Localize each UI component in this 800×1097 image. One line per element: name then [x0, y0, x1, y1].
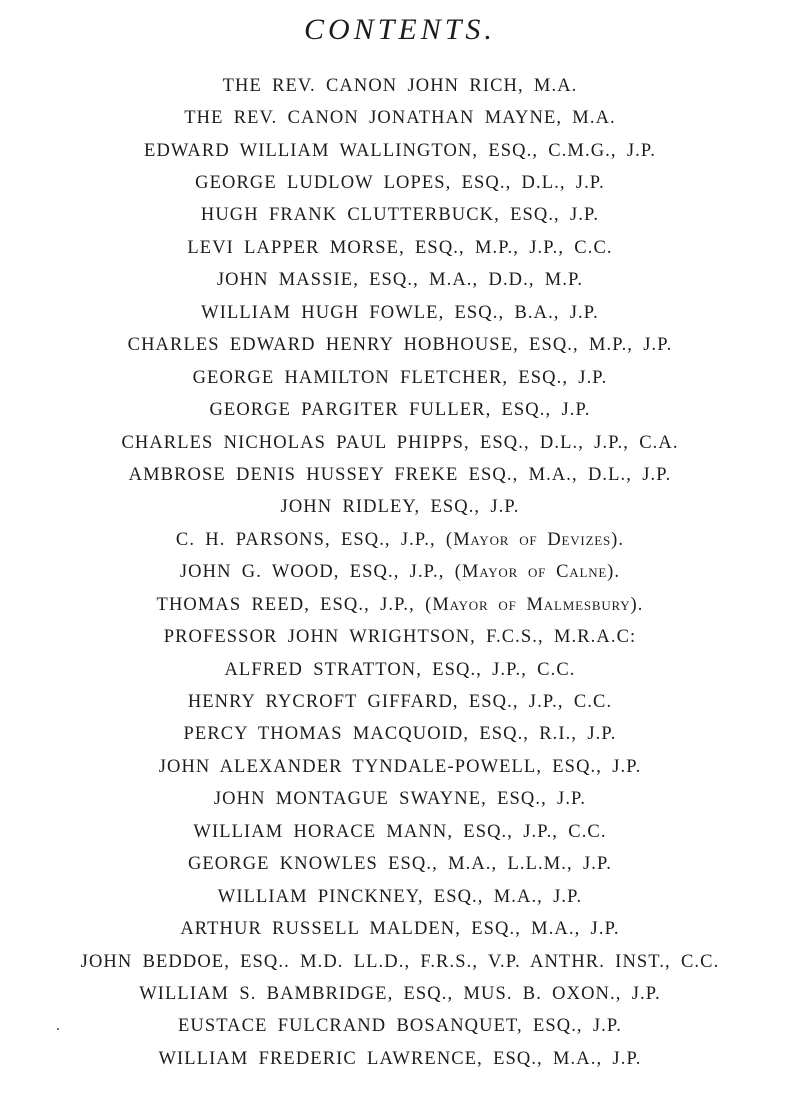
contents-line-text: GEORGE PARGITER FULLER, ESQ., J.P. — [209, 400, 591, 421]
contents-line-text: JOHN MASSIE, ESQ., M.A., D.D., M.P. — [216, 270, 584, 291]
contents-line-text: WILLIAM PINCKNEY, ESQ., M.A., J.P. — [217, 886, 583, 907]
contents-line — [0, 200, 800, 232]
contents-line-text: EUSTACE FULCRAND BOSANQUET, ESQ., J.P. — [178, 1016, 622, 1037]
contents-line — [0, 1043, 800, 1075]
contents-line-text: WILLIAM HUGH FOWLE, ESQ., B.A., J.P. — [201, 302, 599, 323]
contents-line-text: C. H. PARSONS, ESQ., J.P., ( — [175, 529, 454, 550]
contents-line-text: ALFRED STRATTON, ESQ., J.P., C.C. — [224, 659, 576, 680]
contents-line — [0, 297, 800, 329]
contents-line — [0, 330, 800, 362]
contents-line — [0, 167, 800, 199]
mayor-smallcaps-text: Mayor of Devizes — [453, 529, 612, 550]
contents-line — [0, 589, 800, 621]
contents-line-text: WILLIAM FREDERIC LAWRENCE, ESQ., M.A., J.P. — [158, 1048, 642, 1069]
contents-line-text: GEORGE KNOWLES ESQ., M.A., L.L.M., J.P. — [187, 854, 613, 875]
contents-line — [0, 849, 800, 881]
contents-line — [0, 135, 800, 167]
contents-line — [0, 751, 800, 783]
page-title: CONTENTS. — [304, 13, 496, 46]
contents-line-text: JOHN G. WOOD, ESQ., J.P., ( — [179, 562, 462, 583]
contents-line-text: JOHN MONTAGUE SWAYNE, ESQ., J.P. — [213, 789, 587, 810]
contents-line-text: JOHN ALEXANDER TYNDALE-POWELL, ESQ., J.P. — [158, 756, 642, 777]
contents-line-text: ). — [630, 594, 644, 615]
contents-line — [0, 394, 800, 426]
scan-speck: . — [56, 1017, 60, 1034]
contents-line-text: CHARLES NICHOLAS PAUL PHIPPS, ESQ., D.L., J.P., C.A. — [121, 432, 679, 453]
contents-list — [0, 70, 800, 1076]
contents-line-text: JOHN BEDDOE, ESQ.. M.D. LL.D., F.R.S., V.P. ANTHR. INST., C.C. — [80, 951, 720, 972]
contents-line-text: HUGH FRANK CLUTTERBUCK, ESQ., J.P. — [200, 205, 600, 226]
contents-line-text: EDWARD WILLIAM WALLINGTON, ESQ., C.M.G., J.P. — [144, 140, 656, 161]
contents-line-text: HENRY RYCROFT GIFFARD, ESQ., J.P., C.C. — [187, 692, 613, 713]
contents-line — [0, 70, 800, 102]
contents-line-text: GEORGE LUDLOW LOPES, ESQ., D.L., J.P. — [195, 173, 605, 194]
contents-line-text: ). — [607, 562, 621, 583]
contents-line — [0, 557, 800, 589]
contents-line-text: THE REV. CANON JONATHAN MAYNE, M.A. — [184, 108, 616, 129]
contents-line-text: THE REV. CANON JOHN RICH, M.A. — [222, 75, 578, 96]
mayor-smallcaps-text: Mayor of Malmesbury — [432, 594, 631, 615]
contents-line-text: GEORGE HAMILTON FLETCHER, ESQ., J.P. — [192, 367, 608, 388]
contents-line — [0, 881, 800, 913]
contents-line — [0, 686, 800, 718]
contents-line — [0, 492, 800, 524]
contents-line-text: AMBROSE DENIS HUSSEY FREKE ESQ., M.A., D.L., J.P. — [128, 464, 672, 485]
contents-line — [0, 784, 800, 816]
contents-line-text: LEVI LAPPER MORSE, ESQ., M.P., J.P., C.C. — [187, 237, 613, 258]
contents-line — [0, 232, 800, 264]
contents-line — [0, 719, 800, 751]
contents-line — [0, 946, 800, 978]
contents-line-text: WILLIAM S. BAMBRIDGE, ESQ., MUS. B. OXON., J.P. — [139, 983, 661, 1004]
contents-line — [0, 102, 800, 134]
contents-line-text: WILLIAM HORACE MANN, ESQ., J.P., C.C. — [193, 821, 607, 842]
contents-line-text: THOMAS REED, ESQ., J.P., ( — [156, 594, 433, 615]
contents-line — [0, 427, 800, 459]
mayor-smallcaps-text: Mayor of Calne — [461, 562, 608, 583]
contents-line — [0, 621, 800, 653]
contents-line — [0, 362, 800, 394]
contents-line — [0, 913, 800, 945]
contents-line — [0, 816, 800, 848]
contents-line-text: ARTHUR RUSSELL MALDEN, ESQ., M.A., J.P. — [180, 919, 620, 940]
contents-line — [0, 265, 800, 297]
contents-line-text: JOHN RIDLEY, ESQ., J.P. — [280, 497, 520, 518]
contents-line-text: ). — [611, 529, 625, 550]
contents-line-text: PROFESSOR JOHN WRIGHTSON, F.C.S., M.R.A.C: — [163, 627, 637, 648]
contents-line-text: PERCY THOMAS MACQUOID, ESQ., R.I., J.P. — [183, 724, 617, 745]
contents-line — [0, 978, 800, 1010]
contents-line — [0, 654, 800, 686]
contents-line — [0, 459, 800, 491]
contents-line — [0, 1011, 800, 1043]
contents-line-text: CHARLES EDWARD HENRY HOBHOUSE, ESQ., M.P., J.P. — [127, 335, 673, 356]
contents-line — [0, 524, 800, 556]
